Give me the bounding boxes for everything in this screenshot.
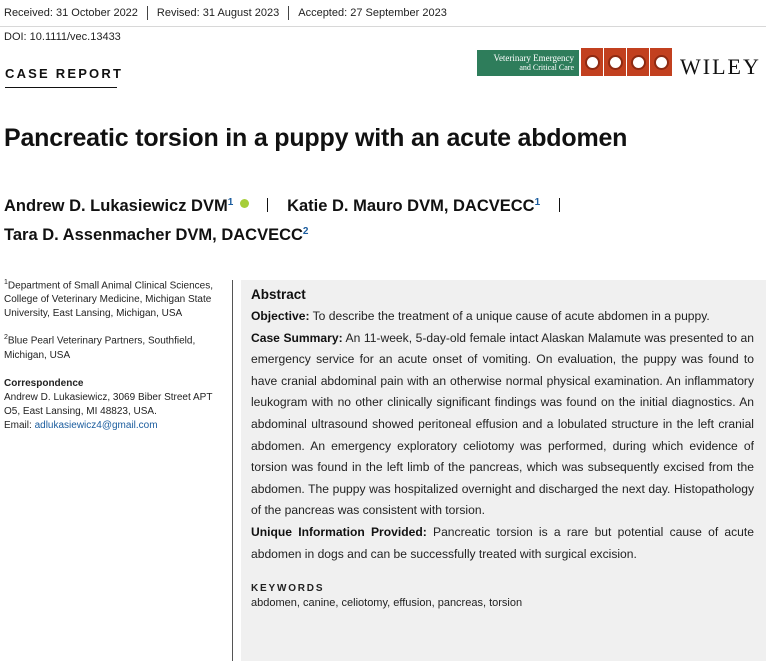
author-separator (267, 198, 268, 212)
unique-info-label: Unique Information Provided: (251, 524, 427, 539)
author-affil-sup[interactable]: 2 (302, 226, 309, 237)
society-seal-icon (581, 48, 603, 76)
correspondence-email-line (4, 419, 222, 433)
affiliation-text: Blue Pearl Veterinary Partners, Southfield, Michigan, USA (4, 335, 196, 361)
abstract-objective (251, 306, 754, 328)
society-seal-icon (604, 48, 626, 76)
publisher-logo[interactable]: WILEY (680, 54, 761, 79)
society-seal-icon (627, 48, 649, 76)
email-link[interactable]: adlukasiewicz4@gmail.com (34, 419, 158, 431)
affiliation-text: Department of Small Animal Clinical Sciences, College of Veterinary Medicine, Michigan State University, East Lansing, Michigan, USA (4, 280, 213, 320)
journal-logo-line1: Veterinary Emergency (493, 53, 574, 63)
society-logos (581, 48, 672, 76)
unique-info-text: Pancreatic torsion is a rare but potential cause of acute abdomen in dogs and can be successfully treated with surgical excision. (251, 524, 754, 561)
author-name[interactable]: Tara D. Assenmacher DVM, DACVECC (4, 226, 303, 244)
objective-text: To describe the treatment of a unique cause of acute abdomen in a puppy. (312, 309, 710, 323)
abstract-box (241, 280, 766, 661)
author-affil-sup[interactable]: 1 (227, 197, 234, 208)
accepted-date: Accepted: 27 September 2023 (298, 7, 447, 19)
abstract-case-summary (251, 328, 754, 522)
author-name[interactable]: Andrew D. Lukasiewicz DVM (4, 197, 228, 215)
doi[interactable]: DOI: 10.1111/vec.13433 (4, 31, 121, 43)
affiliations (4, 276, 222, 433)
affiliation (4, 331, 222, 362)
keywords-list: abdomen, canine, celiotomy, effusion, pancreas, torsion (251, 597, 523, 610)
affiliation-sup: 2 (4, 334, 8, 342)
case-summary-text: An 11-week, 5-day-old female intact Alaskan Malamute was presented to an emergency service for an acute onset of vomiting. On evaluation, the puppy was found to have cranial abdominal pain with an otherwise normal physical examination. An inflammatory leukogram with no other clinically significant findings was found on the initial diagnostics. An abdominal ultrasound showed peritoneal effusion and a lobulated structure in the left cranial abdomen. An emergency exploratory celiotomy was performed, during which evidence of torsion was found in the left limb of the pancreas, which was subsequently excised from the abdomen. The puppy was hospitalized overnight and discharged the next day. Histopathology of the pancreas was consistent with torsion. (251, 330, 755, 518)
email-label: Email: (4, 419, 32, 431)
section-label: CASE REPORT (5, 66, 124, 81)
article-dates (0, 0, 766, 27)
author-list (4, 190, 574, 248)
abstract-heading: Abstract (251, 287, 306, 302)
keywords-heading: KEYWORDS (251, 583, 325, 595)
revised-date: Revised: 31 August 2023 (148, 6, 289, 20)
author-separator (559, 198, 560, 212)
journal-logo-line2: and Critical Care (519, 63, 574, 72)
correspondence-heading: Correspondence (4, 377, 84, 389)
case-summary-label: Case Summary: (251, 330, 343, 345)
abstract-unique-info (251, 522, 754, 565)
society-seal-icon (650, 48, 672, 76)
objective-label: Objective: (251, 309, 310, 323)
affiliation-sup: 1 (4, 279, 8, 286)
section-underline (5, 87, 117, 88)
correspondence-address: Andrew D. Lukasiewicz, 3069 Biber Street APT O5, East Lansing, MI 48823, USA. (4, 391, 213, 417)
orcid-icon[interactable] (240, 199, 249, 208)
received-date: Received: 31 October 2022 (0, 6, 148, 20)
affiliation (4, 276, 222, 321)
article-title: Pancreatic torsion in a puppy with an acute abdomen (4, 124, 628, 152)
author-name[interactable]: Katie D. Mauro DVM, DACVECC (287, 197, 535, 215)
author-affil-sup[interactable]: 1 (534, 197, 541, 208)
journal-logo[interactable] (477, 50, 579, 76)
